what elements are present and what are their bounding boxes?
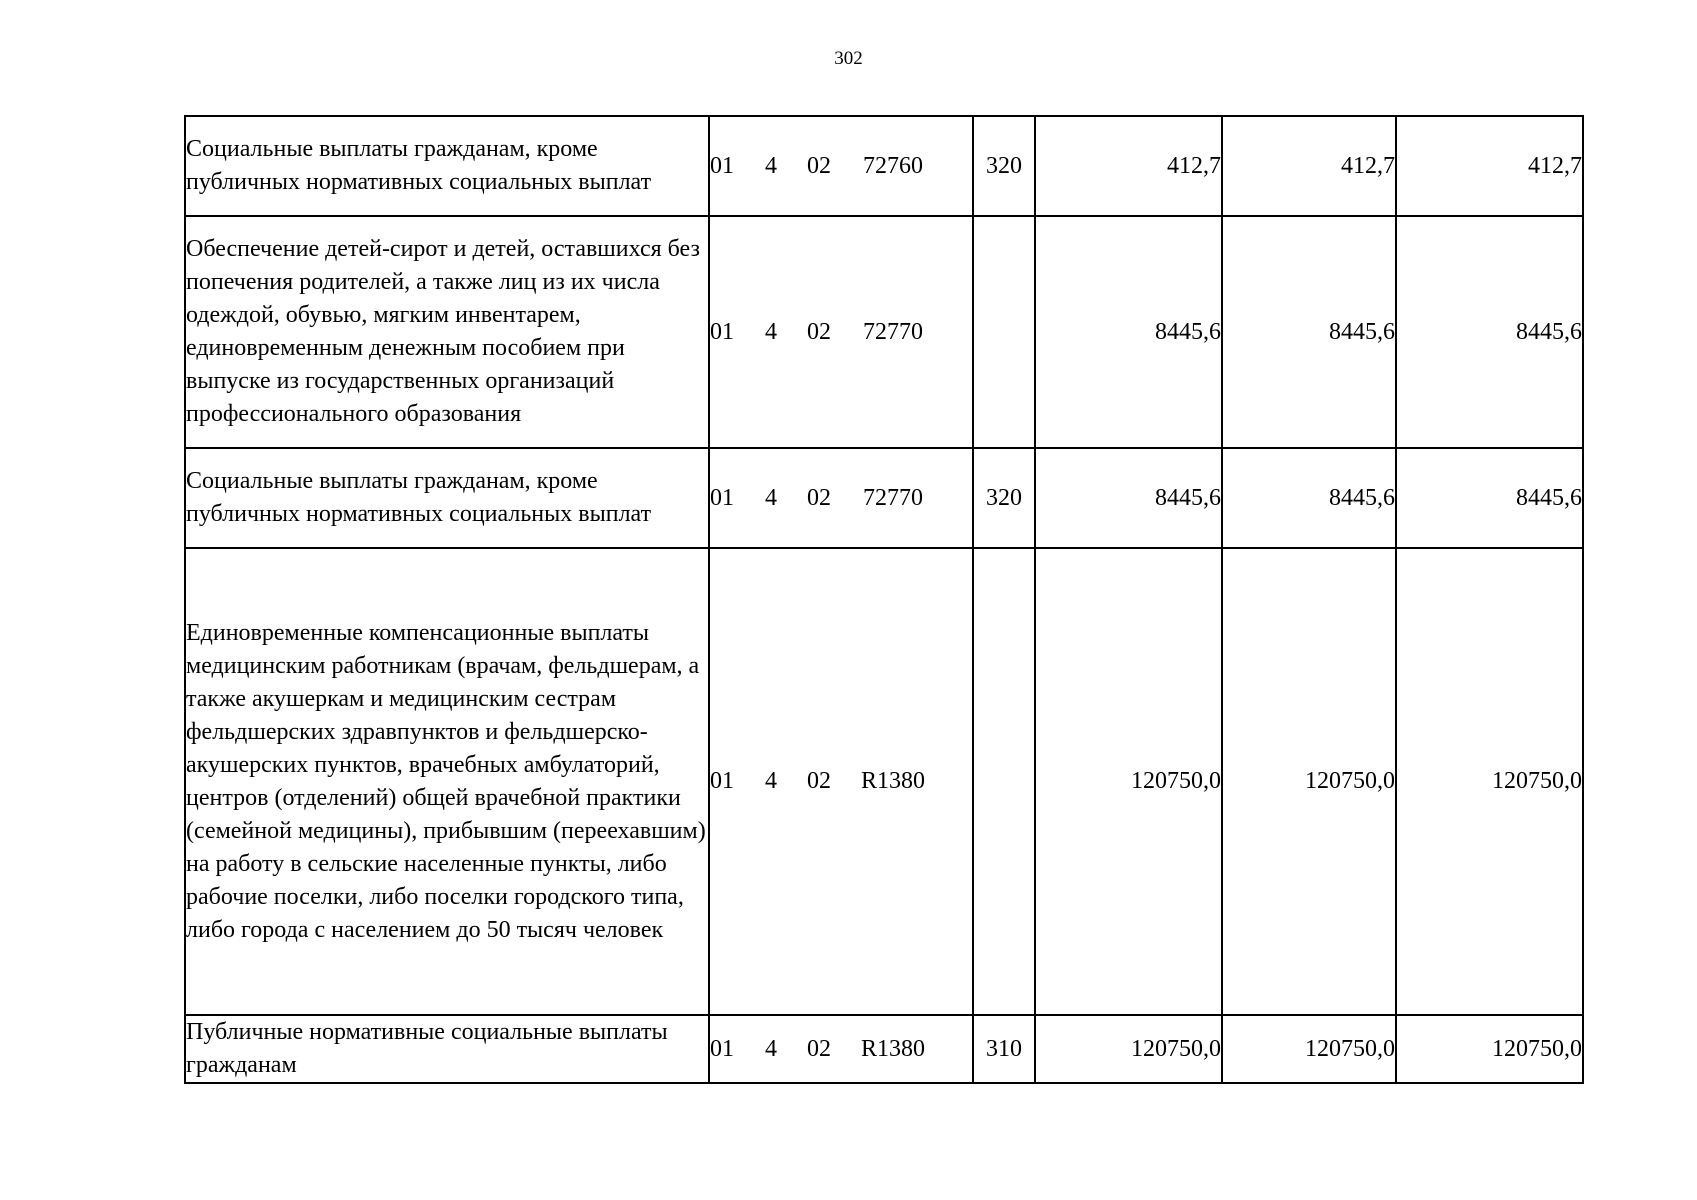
code-program: 01 bbox=[710, 768, 734, 794]
code-subprogram: 02 bbox=[807, 318, 831, 345]
amount-year-3: 120750,0 bbox=[1396, 548, 1583, 1015]
row-name: Публичные нормативные социальные выплаты гражданам bbox=[185, 1015, 709, 1083]
target-article-code bbox=[709, 116, 973, 216]
code-program: 01 bbox=[710, 1035, 734, 1062]
table-row bbox=[185, 548, 1583, 1015]
row-name: Обеспечение детей-сирот и детей, оставшихся без попечения родителей, а также лиц из их числа одеждой, обувью, мягким инвентарем, единовременным денежным пособием при выпуске из государственных организаций профессионального образования bbox=[185, 216, 709, 448]
code-subprogram: 02 bbox=[807, 768, 831, 794]
amount-year-3: 8445,6 bbox=[1396, 448, 1583, 548]
budget-table bbox=[184, 115, 1584, 1084]
code-direction: 72770 bbox=[863, 484, 923, 511]
table-row bbox=[185, 116, 1583, 216]
code-program: 01 bbox=[710, 152, 734, 179]
target-article-code bbox=[709, 548, 973, 1015]
expense-type-code bbox=[973, 548, 1035, 1015]
amount-year-3: 412,7 bbox=[1396, 116, 1583, 216]
code-type: 4 bbox=[765, 318, 777, 345]
expense-type-code: 320 bbox=[973, 448, 1035, 548]
amount-year-1: 120750,0 bbox=[1035, 1015, 1222, 1083]
amount-year-1: 8445,6 bbox=[1035, 448, 1222, 548]
code-direction: 72770 bbox=[863, 318, 923, 345]
table-row bbox=[185, 216, 1583, 448]
amount-year-2: 8445,6 bbox=[1222, 448, 1396, 548]
amount-year-1: 412,7 bbox=[1035, 116, 1222, 216]
amount-year-2: 120750,0 bbox=[1222, 1015, 1396, 1083]
target-article-code bbox=[709, 448, 973, 548]
code-program: 01 bbox=[710, 484, 734, 511]
page-number: 302 bbox=[834, 48, 863, 69]
target-article-code bbox=[709, 1015, 973, 1083]
expense-type-code: 310 bbox=[973, 1015, 1035, 1083]
code-direction: R1380 bbox=[860, 768, 925, 794]
amount-year-2: 412,7 bbox=[1222, 116, 1396, 216]
expense-type-code bbox=[973, 216, 1035, 448]
code-subprogram: 02 bbox=[807, 152, 831, 179]
code-type: 4 bbox=[765, 768, 777, 794]
table-row bbox=[185, 1015, 1583, 1083]
code-type: 4 bbox=[765, 152, 777, 179]
code-subprogram: 02 bbox=[807, 484, 831, 511]
row-name: Социальные выплаты гражданам, кроме публичных нормативных социальных выплат bbox=[185, 116, 709, 216]
target-article-code bbox=[709, 216, 973, 448]
row-name: Социальные выплаты гражданам, кроме публичных нормативных социальных выплат bbox=[185, 448, 709, 548]
amount-year-2: 8445,6 bbox=[1222, 216, 1396, 448]
table-row bbox=[185, 448, 1583, 548]
code-direction: 72760 bbox=[863, 152, 923, 179]
expense-type-code: 320 bbox=[973, 116, 1035, 216]
code-subprogram: 02 bbox=[807, 1035, 831, 1062]
row-name: Единовременные компенсационные выплаты медицинским работникам (врачам, фельдшерам, а также акушеркам и медицинским сестрам фельдшерских здравпунктов и фельдшерско-акушерских пунктов, врачебных амбулаторий, центров (отделений) общей врачебной практики (семейной медицины), прибывшим (переехавшим) на работу в сельские населенные пункты, либо рабочие поселки, либо поселки городского типа, либо города с населением до 50 тысяч человек bbox=[185, 548, 709, 1015]
code-type: 4 bbox=[765, 484, 777, 511]
code-program: 01 bbox=[710, 318, 734, 345]
amount-year-2: 120750,0 bbox=[1222, 548, 1396, 1015]
amount-year-1: 8445,6 bbox=[1035, 216, 1222, 448]
amount-year-3: 120750,0 bbox=[1396, 1015, 1583, 1083]
amount-year-3: 8445,6 bbox=[1396, 216, 1583, 448]
code-direction: R1380 bbox=[860, 1035, 925, 1062]
amount-year-1: 120750,0 bbox=[1035, 548, 1222, 1015]
code-type: 4 bbox=[765, 1035, 777, 1062]
